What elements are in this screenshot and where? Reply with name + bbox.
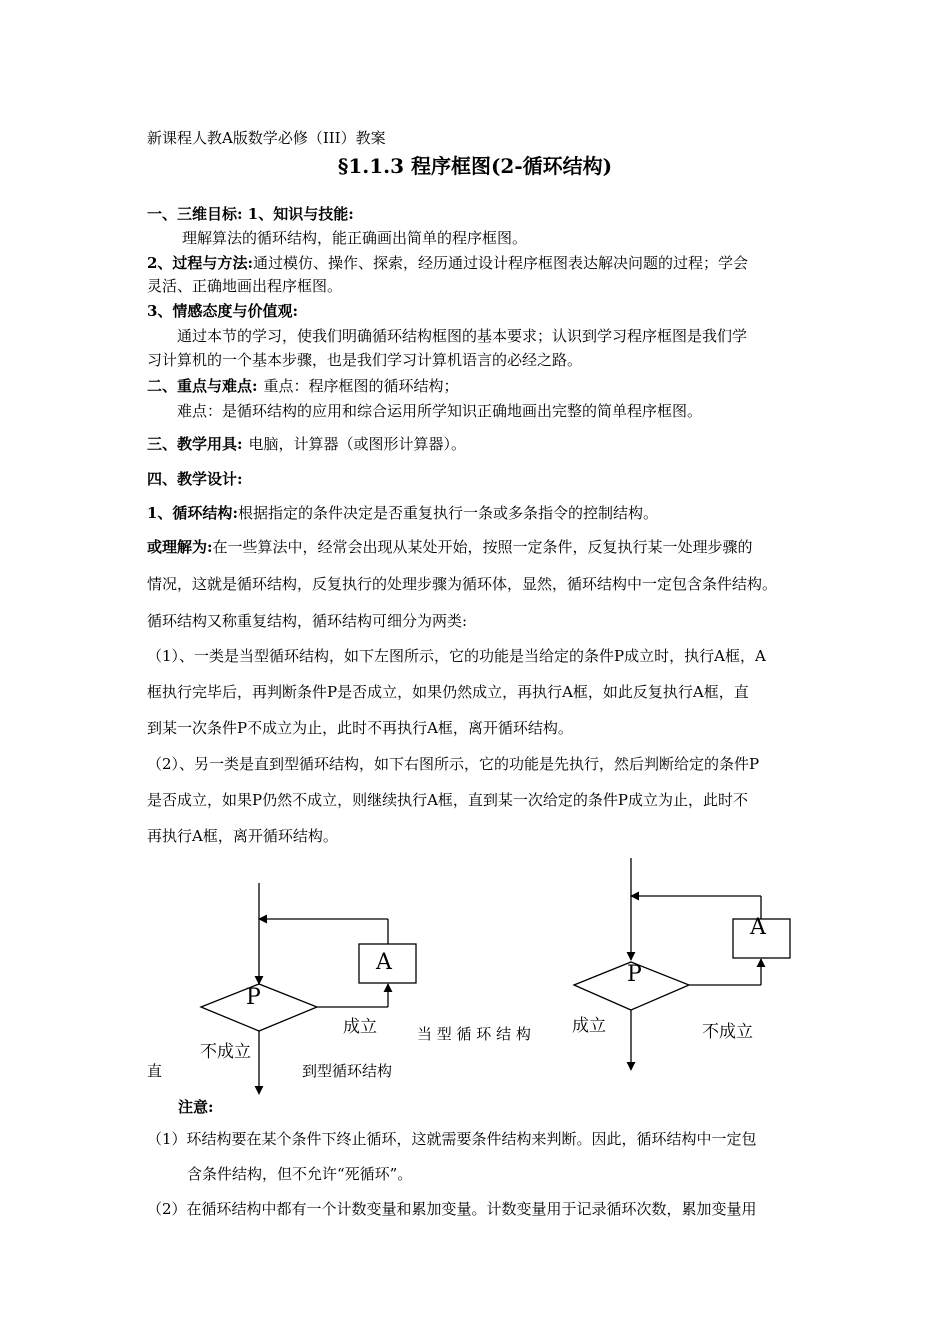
type1-line1: （1）、一类是当型循环结构，如下左图所示，它的功能是当给定的条件P成立时，执行A框，A <box>147 647 766 665</box>
sec2-head: 2、过程与方法: <box>147 254 253 272</box>
note2-line1: （2）在循环结构中都有一个计数变量和累加变量。计数变量用于记录循环次数，累加变量用 <box>147 1200 757 1218</box>
tools-head: 三、教学用具: <box>147 435 243 453</box>
tools-text: 电脑，计算器（或图形计算器）。 <box>248 435 467 453</box>
right-box-label: A <box>750 915 766 940</box>
or-text1: 在一些算法中，经常会出现从某处开始，按照一定条件，反复执行某一处理步骤的 <box>212 538 753 556</box>
or-head: 或理解为: <box>147 538 213 556</box>
process-method-cont: 灵活、正确地画出程序框图。 <box>147 277 343 295</box>
doc-header: 新课程人教A版数学必修（III）教案 <box>147 129 386 147</box>
loop-head: 1、循环结构: <box>147 504 238 522</box>
or-understand-cont: 情况，这就是循环结构，反复执行的处理步骤为循环体，显然，循环结构中一定包含条件结构。 <box>147 575 778 593</box>
left-yes-label: 成立 <box>343 1017 377 1037</box>
right-yes-label: 成立 <box>572 1016 606 1036</box>
type1-line2: 框执行完毕后，再判断条件P是否成立，如果仍然成立，再执行A框，如此反复执行A框，直 <box>147 683 749 701</box>
attitude-text-cont: 习计算机的一个基本步骤，也是我们学习计算机语言的必经之路。 <box>147 351 583 369</box>
left-no-label: 不成立 <box>200 1042 251 1062</box>
note-heading <box>178 1097 214 1117</box>
left-caption: 当 型 循 环 结 构 <box>417 1025 531 1043</box>
key-text: 重点：程序框图的循环结构； <box>263 377 459 395</box>
sec3-head: 3、情感态度与价值观: <box>147 302 298 320</box>
note-head: 注意: <box>178 1098 214 1116</box>
type2-line1: （2）、另一类是直到型循环结构，如下右图所示，它的功能是先执行，然后判断给定的条件P <box>147 755 760 773</box>
caption-zhi: 直 <box>147 1062 163 1080</box>
page-title: §1.1.3 程序框图(2-循环结构) <box>337 154 613 178</box>
key-head: 二、重点与难点: <box>147 377 258 395</box>
left-diamond-label: P <box>246 985 261 1010</box>
note1-line2: 含条件结构，但不允许“死循环”。 <box>187 1165 413 1183</box>
left-box-label: A <box>376 950 392 975</box>
type2-line2: 是否成立，如果P仍然不成立，则继续执行A框，直到某一次给定的条件P成立为止，此时不 <box>147 791 749 809</box>
note1-line1: （1）环结构要在某个条件下终止循环，这就需要条件结构来判断。因此，循环结构中一定包 <box>147 1130 757 1148</box>
objectives-text: 理解算法的循环结构，能正确画出简单的程序框图。 <box>182 229 528 247</box>
loop-types-intro: 循环结构又称重复结构，循环结构可细分为两类: <box>147 612 468 630</box>
right-no-label: 不成立 <box>702 1022 753 1042</box>
design-head: 四、教学设计: <box>147 470 243 488</box>
attitude-text: 通过本节的学习，使我们明确循环结构框图的基本要求；认识到学习程序框图是我们学 <box>177 327 748 345</box>
loop-text: 根据指定的条件决定是否重复执行一条或多条指令的控制结构。 <box>237 504 658 522</box>
type1-line3: 到某一次条件P不成立为止，此时不再执行A框，离开循环结构。 <box>147 719 573 737</box>
sec1-head: 一、三维目标: 1、知识与技能: <box>147 205 354 223</box>
sec2-text1: 通过模仿、操作、探索，经历通过设计程序框图表达解决问题的过程；学会 <box>252 254 748 272</box>
type2-line3: 再执行A框，离开循环结构。 <box>147 827 338 845</box>
right-caption: 到型循环结构 <box>302 1062 393 1080</box>
right-diamond-label: P <box>627 962 642 987</box>
difficult-points: 难点：是循环结构的应用和综合运用所学知识正确地画出完整的简单程序框图。 <box>177 402 703 420</box>
